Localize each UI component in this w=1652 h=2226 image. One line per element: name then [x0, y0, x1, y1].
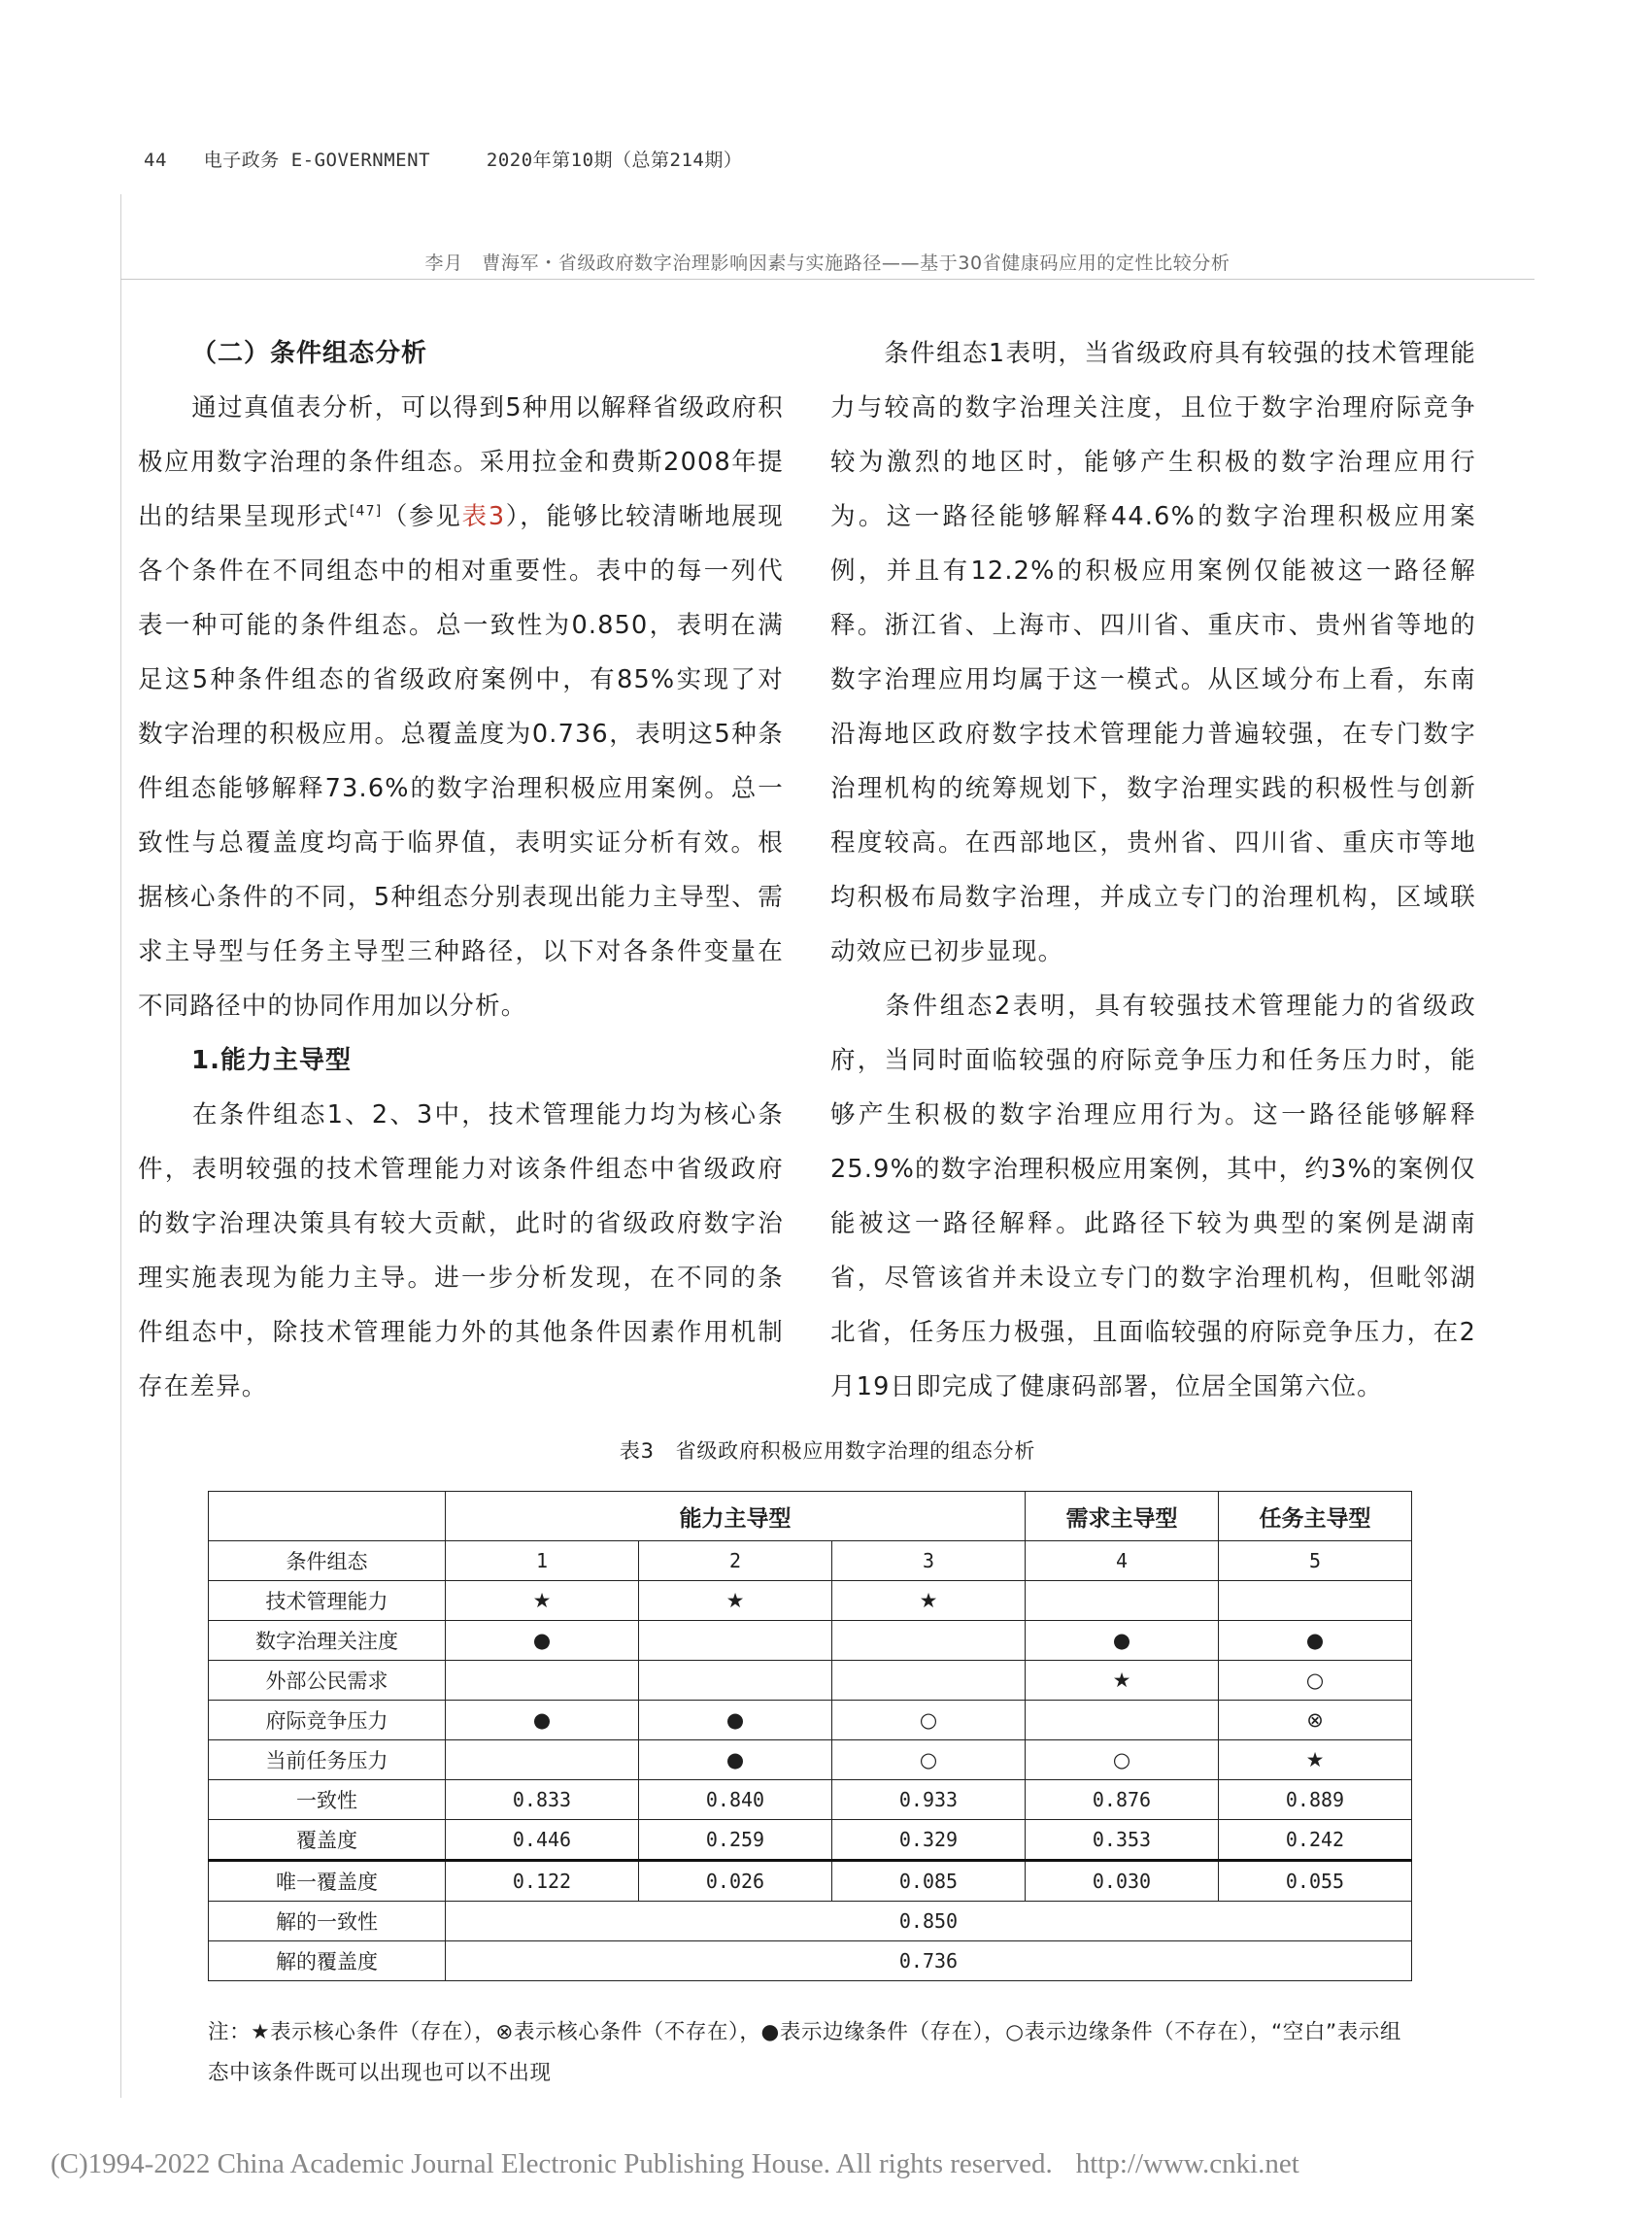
- table-caption: 表3 省级政府积极应用数字治理的组态分析: [619, 1439, 1036, 1463]
- header-rule: [120, 279, 1534, 280]
- table-cell: ●: [446, 1621, 639, 1661]
- table-row: [209, 1820, 1412, 1861]
- table-cell: [639, 1661, 832, 1701]
- table-cell: ★: [446, 1581, 639, 1621]
- group-header: 需求主导型: [1026, 1492, 1219, 1541]
- table-cell: ★: [1219, 1740, 1412, 1780]
- table-row: [209, 1941, 1412, 1981]
- table-cell: 1: [446, 1541, 639, 1581]
- table-cell: 0.736: [446, 1941, 1412, 1981]
- paragraph: 在条件组态1、2、3中，技术管理能力均为核心条件，表明较强的技术管理能力对该条件组态中省级政府的数字治理决策具有较大贡献，此时的省级政府数字治理实施表现为能力主导。进一步分析发现，在不同的条件组态中，除技术管理能力外的其他条件因素作用机制存在差异。: [138, 1100, 784, 1401]
- table-cell: 0.055: [1219, 1861, 1412, 1902]
- table-cell: [832, 1621, 1026, 1661]
- running-head: [144, 146, 742, 172]
- table-cell: 0.850: [446, 1902, 1412, 1941]
- table-cell: 4: [1026, 1541, 1219, 1581]
- table-row: [209, 1740, 1412, 1780]
- table-cell: 0.353: [1026, 1820, 1219, 1861]
- article-title: 省级政府数字治理影响因素与实施路径——基于30省健康码应用的定性比较分析: [557, 253, 1231, 274]
- section-heading: （二）条件组态分析: [191, 339, 428, 368]
- paragraph: 条件组态1表明，当省级政府具有较强的技术管理能力与较高的数字治理关注度，且位于数字治理府际竞争较为激烈的地区时，能够产生积极的数字治理应用行为。这一路径能够解释44.6%的数字治理积极应用案例，并且有12.2%的积极应用案例仅能被这一路径解释。浙江省、上海市、四川省、重庆市、贵州省等地的数字治理应用均属于这一模式。从区域分布上看，东南沿海地区政府数字技术管理能力普遍较强，在专门数字治理机构的统筹规划下，数字治理实践的积极性与创新程度较高。在西部地区，贵州省、四川省、重庆市等地均积极布局数字治理，并成立专门的治理机构，区域联动效应已初步显现。: [830, 339, 1476, 966]
- row-label: 一致性: [209, 1780, 446, 1820]
- table-cell: 2: [639, 1541, 832, 1581]
- copyright-notice: (C)1994-2022 China Academic Journal Electronic Publishing House. All rights reserved.: [51, 2148, 1053, 2179]
- table-cell: 0.876: [1026, 1780, 1219, 1820]
- journal-issue: 2020年第10期（总第214期）: [486, 150, 743, 171]
- margin-rule: [120, 194, 121, 2098]
- table-row: [209, 1861, 1412, 1902]
- table-cell: ○: [1026, 1740, 1219, 1780]
- authors: 李月 曹海军: [424, 253, 540, 274]
- subsection-heading: 1.能力主导型: [191, 1046, 352, 1075]
- row-label: 解的一致性: [209, 1902, 446, 1941]
- table-cell: ★: [832, 1581, 1026, 1621]
- table-row: [209, 1701, 1412, 1740]
- table-cell: ⊗: [1219, 1701, 1412, 1740]
- table-cell: 0.259: [639, 1820, 832, 1861]
- footer: [51, 2148, 1299, 2180]
- journal-name: 电子政务 E-GOVERNMENT: [203, 150, 431, 171]
- table-cell: [1026, 1581, 1219, 1621]
- table-cell: 0.833: [446, 1780, 639, 1820]
- table-cell: [446, 1740, 639, 1780]
- page-number: 44: [144, 150, 167, 171]
- row-label: 唯一覆盖度: [209, 1861, 446, 1902]
- table-cell: ●: [1219, 1621, 1412, 1661]
- table-cell: 0.242: [1219, 1820, 1412, 1861]
- table-cell: ★: [639, 1581, 832, 1621]
- row-label: 条件组态: [209, 1541, 446, 1581]
- table-cell: 0.840: [639, 1780, 832, 1820]
- group-header: 任务主导型: [1219, 1492, 1412, 1541]
- table-corner-cell: [209, 1492, 446, 1541]
- article-subtitle: 李月 曹海军・省级政府数字治理影响因素与实施路径——基于30省健康码应用的定性比较分析: [424, 253, 1231, 274]
- paragraph: 通过真值表分析，可以得到5种用以解释省级政府积极应用数字治理的条件组态。采用拉金和费斯2008年提出的结果呈现形式[47]（参见表3），能够比较清晰地展现各个条件在不同组态中的相对重要性。表中的每一列代表一种可能的条件组态。总一致性为0.850，表明在满足这5种条件组态的省级政府案例中，有85%实现了对数字治理的积极应用。总覆盖度为0.736，表明这5种条件组态能够解释73.6%的数字治理积极应用案例。总一致性与总覆盖度均高于临界值，表明实证分析有效。根据核心条件的不同，5种组态分别表现出能力主导型、需求主导型与任务主导型三种路径，以下对各条件变量在不同路径中的协同作用加以分析。: [138, 393, 785, 1021]
- row-label: 外部公民需求: [209, 1661, 446, 1701]
- group-header: 能力主导型: [446, 1492, 1026, 1541]
- left-column: [138, 326, 784, 1414]
- row-label: 府际竞争压力: [209, 1701, 446, 1740]
- table-cell: 0.026: [639, 1861, 832, 1902]
- row-label: 覆盖度: [209, 1820, 446, 1861]
- table-cell: [446, 1661, 639, 1701]
- table-row: [209, 1541, 1412, 1581]
- row-label: 解的覆盖度: [209, 1941, 446, 1981]
- table-cell: 0.122: [446, 1861, 639, 1902]
- table-cell: ●: [1026, 1621, 1219, 1661]
- row-label: 数字治理关注度: [209, 1621, 446, 1661]
- table-cell: ●: [446, 1701, 639, 1740]
- table-row: [209, 1902, 1412, 1941]
- table-cell: ★: [1026, 1661, 1219, 1701]
- table-cell: 0.085: [832, 1861, 1026, 1902]
- table-cell: ●: [639, 1701, 832, 1740]
- table-cell: [832, 1661, 1026, 1701]
- table-cell: 3: [832, 1541, 1026, 1581]
- table-cell: ○: [1219, 1661, 1412, 1701]
- table-cell: 0.933: [832, 1780, 1026, 1820]
- table-row: [209, 1661, 1412, 1701]
- table-group-header-row: [209, 1492, 1412, 1541]
- table-cell: ●: [639, 1740, 832, 1780]
- table-note: 注：★表示核心条件（存在），⊗表示核心条件（不存在），●表示边缘条件（存在），○表示边缘条件（不存在），“空白”表示组态中该条件既可以出现也可以不出现: [208, 2020, 1401, 2085]
- table-cell: 0.329: [832, 1820, 1026, 1861]
- footer-url-link[interactable]: http://www.cnki.net: [1075, 2148, 1299, 2179]
- configuration-table: [208, 1491, 1412, 1981]
- table-cell: 0.030: [1026, 1861, 1219, 1902]
- table-cell: ○: [832, 1740, 1026, 1780]
- citation[interactable]: [47]: [349, 503, 383, 520]
- table-cell: 5: [1219, 1541, 1412, 1581]
- table-cell: 0.889: [1219, 1780, 1412, 1820]
- right-column: [830, 326, 1476, 1414]
- table-cell: 0.446: [446, 1820, 639, 1861]
- table-cell: [1219, 1581, 1412, 1621]
- table-row: [209, 1780, 1412, 1820]
- row-label: 技术管理能力: [209, 1581, 446, 1621]
- table-cell: [1026, 1701, 1219, 1740]
- table-cell: [639, 1621, 832, 1661]
- table-cell: ○: [832, 1701, 1026, 1740]
- table-reference-link[interactable]: 表3: [461, 502, 506, 531]
- paragraph: 条件组态2表明，具有较强技术管理能力的省级政府，当同时面临较强的府际竞争压力和任务压力时，能够产生积极的数字治理应用行为。这一路径能够解释25.9%的数字治理积极应用案例，其中，约3%的案例仅能被这一路径解释。此路径下较为典型的案例是湖南省，尽管该省并未设立专门的数字治理机构，但毗邻湖北省，任务压力极强，且面临较强的府际竞争压力，在2月19日即完成了健康码部署，位居全国第六位。: [830, 992, 1476, 1401]
- table-row: [209, 1621, 1412, 1661]
- row-label: 当前任务压力: [209, 1740, 446, 1780]
- table-row: [209, 1581, 1412, 1621]
